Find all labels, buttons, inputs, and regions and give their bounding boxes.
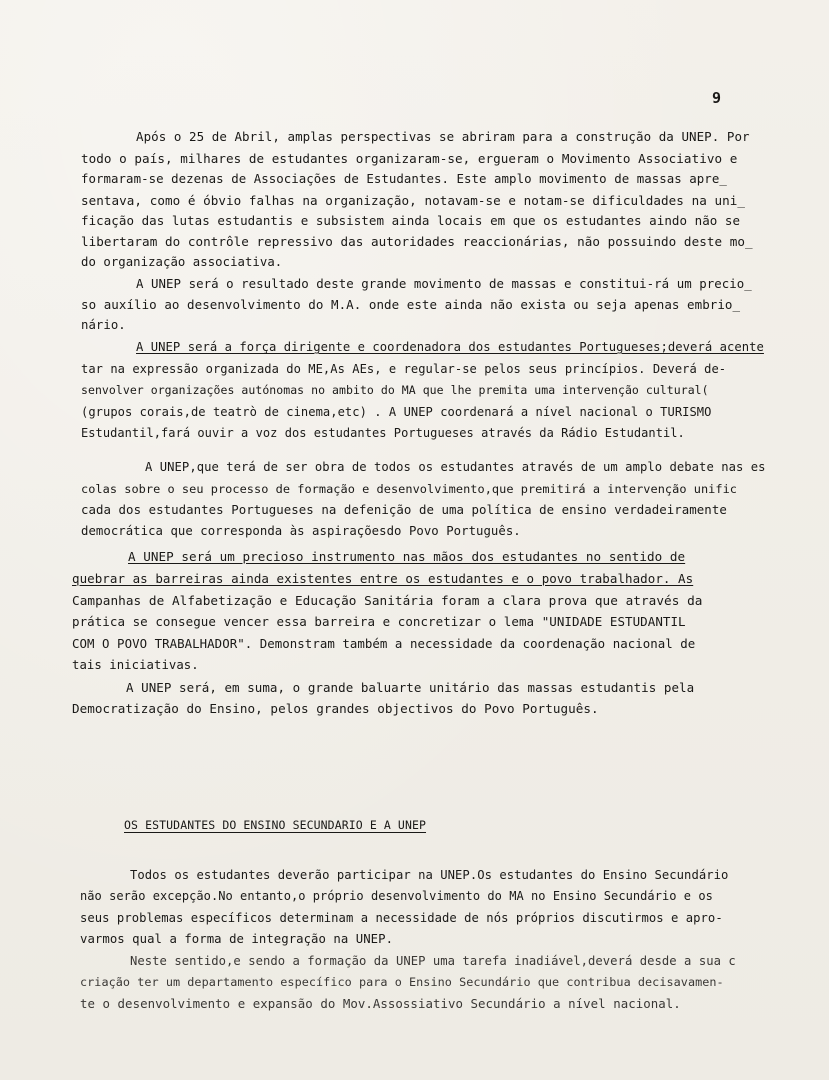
- text-line: colas sobre o seu processo de formação e desenvolvimento,que premitirá a intervenção unific: [81, 482, 737, 496]
- text-line: formaram-se dezenas de Associações de Estudantes. Este amplo movimento de massas apre_: [81, 171, 727, 186]
- text-line: varmos qual a forma de integração na UNEP.: [80, 932, 394, 946]
- text-line: sentava, como é óbvio falhas na organização, notavam-se e notam-se dificuldades na uni_: [81, 193, 745, 208]
- text-line: tar na expressão organizada do ME,As AEs, e regular-se pelos seus princípios. Deverá de-: [81, 362, 727, 376]
- text-line: te o desenvolvimento e expansão do Mov.Assossiativo Secundário a nível nacional.: [80, 996, 681, 1011]
- text-line: COM O POVO TRABALHADOR". Demonstram também a necessidade da coordenação nacional de: [72, 636, 696, 651]
- text-line: tais iniciativas.: [72, 658, 199, 672]
- text-line: cada dos estudantes Portugueses na defenição de uma política de ensino verdadeiramente: [81, 502, 727, 517]
- text-line: criação ter um departamento específico para o Ensino Secundário que contribua decisavamen-: [80, 975, 724, 989]
- text-line: so auxílio ao desenvolvimento do M.A. onde este ainda não exista ou seja apenas embrio_: [81, 297, 741, 312]
- text-line-underlined: quebrar as barreiras ainda existentes entre os estudantes e o povo trabalhador. As: [72, 571, 694, 586]
- text-line: senvolver organizações autónomas no ambito do MA que lhe premita uma intervenção cultural(: [81, 383, 709, 397]
- text-line: Todos os estudantes deverão participar na UNEP.Os estudantes do Ensino Secundário: [130, 868, 729, 882]
- text-line: A UNEP será, em suma, o grande baluarte unitário das massas estudantis pela: [126, 680, 695, 695]
- text-line: Após o 25 de Abril, amplas perspectivas se abriram para a construção da UNEP. Por: [136, 129, 750, 144]
- text-line: Democratização do Ensino, pelos grandes objectivos do Povo Português.: [72, 701, 599, 716]
- text-line: A UNEP,que terá de ser obra de todos os estudantes através de um amplo debate nas es: [145, 460, 766, 474]
- text-line: A UNEP será o resultado deste grande movimento de massas e constitui-rá um precio_: [136, 276, 752, 291]
- text-line: Neste sentido,e sendo a formação da UNEP uma tarefa inadiável,deverá desde a sua c: [130, 954, 736, 968]
- text-line: não serão excepção.No entanto,o próprio desenvolvimento do MA no Ensino Secundário e os: [80, 889, 713, 903]
- section-heading: OS ESTUDANTES DO ENSINO SECUNDARIO E A UNEP: [124, 818, 427, 832]
- page-number: 9: [712, 89, 722, 107]
- text-line: prática se consegue vencer essa barreira e concretizar o lema "UNIDADE ESTUDANTIL: [72, 614, 686, 629]
- text-line: (grupos corais,de teatrò de cinema,etc) . A UNEP coordenará a nível nacional o TURISMO: [81, 405, 712, 419]
- text-line: seus problemas específicos determinam a necessidade de nós próprios discutirmos e apro-: [80, 911, 723, 925]
- text-line: libertaram do contrôle repressivo das autoridades reaccionárias, não possuindo deste mo_: [81, 234, 753, 249]
- text-line-underlined: A UNEP será um precioso instrumento nas mãos dos estudantes no sentido de: [128, 549, 686, 564]
- text-line: do organização associativa.: [81, 255, 283, 269]
- text-line-underlined: A UNEP será a força dirigente e coordenadora dos estudantes Portugueses;deverá acente: [136, 340, 764, 354]
- text-line: Campanhas de Alfabetização e Educação Sanitária foram a clara prova que através da: [72, 593, 703, 608]
- text-line: nário.: [81, 318, 126, 332]
- text-line: ficação das lutas estudantis e subsistem ainda locais em que os estudantes aindo não se: [81, 213, 741, 228]
- text-line: Estudantil,fará ouvir a voz dos estudantes Portugueses através da Rádio Estudantil.: [81, 426, 685, 440]
- text-line: todo o país, milhares de estudantes organizaram-se, ergueram o Movimento Associativo e: [81, 151, 738, 166]
- text-line: democrática que corresponda às aspiraçõesdo Povo Português.: [81, 524, 521, 538]
